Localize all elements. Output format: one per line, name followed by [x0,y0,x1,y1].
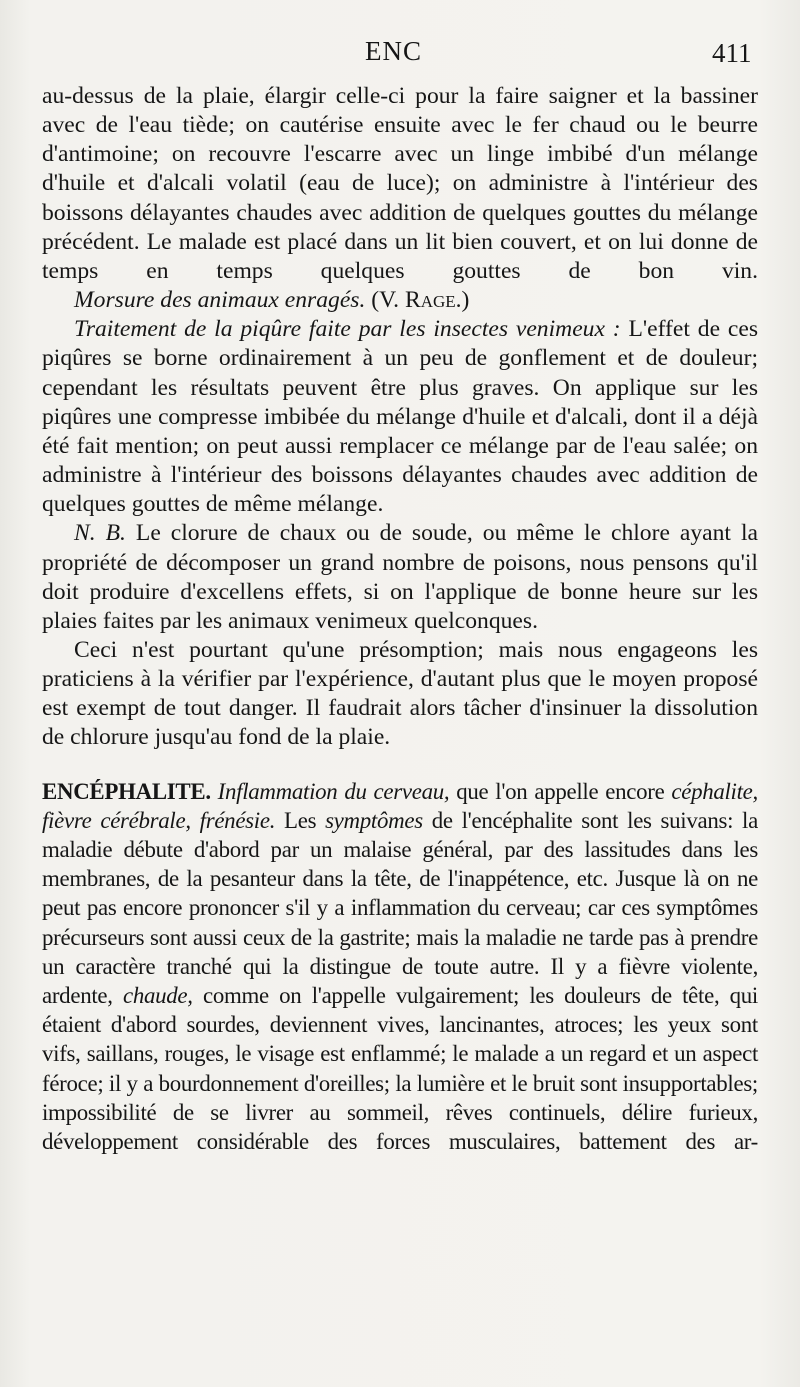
body-text [42,82,758,1156]
italic-lead: Traitement de la piqûre faite par les insectes venimeux : [74,316,621,343]
paragraph-insect-stings [42,315,758,519]
entry-headword: ENCÉPHALITE. [42,778,211,804]
paragraph-nota-bene [42,519,758,636]
paragraph-text: Ceci n'est pourtant qu'une présomption; mais nous engageons les praticiens à la vérifier par l'expérience, d'autant plus que le moyen proposé est exempt de tout danger. Il faudrait alors tâcher d'insinuer la dissolution de chlorure jusqu'au fond de la plaie. [42,636,758,751]
running-head: ENC [365,36,422,66]
paragraph-text: Le clorure de chaux ou de soude, ou même le chlore ayant la propriété de décomposer un grand nombre de poisons, nous pensons qu'il doit produire d'excellens effets, si on l'applique de bonne heure sur les plaies faites par les animaux venimeux quelconques. [42,520,758,634]
entry-chaude-term: chaude, [122,983,193,1009]
entry-symptoms-term: symptômes [325,807,423,833]
entry-text: de l'encéphalite sont les suivans: la maladie débute d'abord par un malaise général, par des lassitudes dans les membranes, de la pesanteur dans la tête, de l'inappétence, etc. Jusque là on ne peut pas encore prononcer s'il y a inflammation du cerveau; car ces symptômes précurseurs sont aussi ceux de la gastrite; mais la maladie ne tarde pas à prendre un caractère tranché qui la distingue de toute autre. Il y a fièvre violente, ardente, [42,807,758,1009]
italic-lead: Morsure des animaux enragés. [74,287,366,314]
entry-definition: Inflammation du cerveau, [217,778,450,804]
cross-reference-open: (V. [371,287,400,314]
paragraph-text: au-dessus de la plaie, élargir celle-ci pour la faire saigner et la bassiner avec de l'eau tiède; on cautérise ensuite avec le fer chaud ou le beurre d'antimoine; on recouvre l'escarre avec un linge imbibé d'un mélange d'huile et d'alcali volatil (eau de luce); on administre à l'intérieur des boissons délayantes chaudes avec addition de quelques gouttes du mélange précédent. Le malade est placé dans un lit bien couvert, et on lui donne de temps en temps quelques gouttes de bon vin. [42,83,758,284]
paragraph-rabid-bite [42,286,758,315]
entry-text: Les [284,807,317,833]
paragraph-text: L'effet de ces piqûres se borne ordinairement à un peu de gonflement et de douleur; cependant les résultats peuvent être plus graves. On applique sur les piqûres une compresse imbibée du mélange d'huile et d'alcali, dont il a déjà été fait mention; on peut aussi remplacer ce mélange par de l'eau salée; on administre à l'intérieur des boissons délayantes chaudes avec addition de quelques gouttes de même mélange. [42,316,758,518]
page-number: 411 [712,38,752,68]
entry-text: que l'on appelle encore [456,778,665,804]
entry-synonyms: céphalite, fièvre cérébrale, frénésie. [42,778,758,833]
entry-encephalite [42,777,758,1157]
cross-reference-close: ) [461,287,470,314]
cross-reference-term: Rage. [404,287,462,314]
entry-text: comme on l'appelle vulgairement; les douleurs de tête, qui étaient d'abord sourdes, deviennent vives, lancinantes, atroces; les yeux sont vifs, saillans, rouges, le visage est enflammé; le malade a un regard et un aspect féroce; il y a bourdonnement d'oreilles; la lumière et le bruit sont insupportables; impossibilité de se livrer au sommeil, rêves continuels, délire furieux, développement considérable des forces musculaires, battement des ar- [42,983,758,1155]
italic-lead: N. B. [74,520,126,547]
paragraph-wound-treatment [42,82,758,286]
paragraph-presumption [42,636,758,753]
